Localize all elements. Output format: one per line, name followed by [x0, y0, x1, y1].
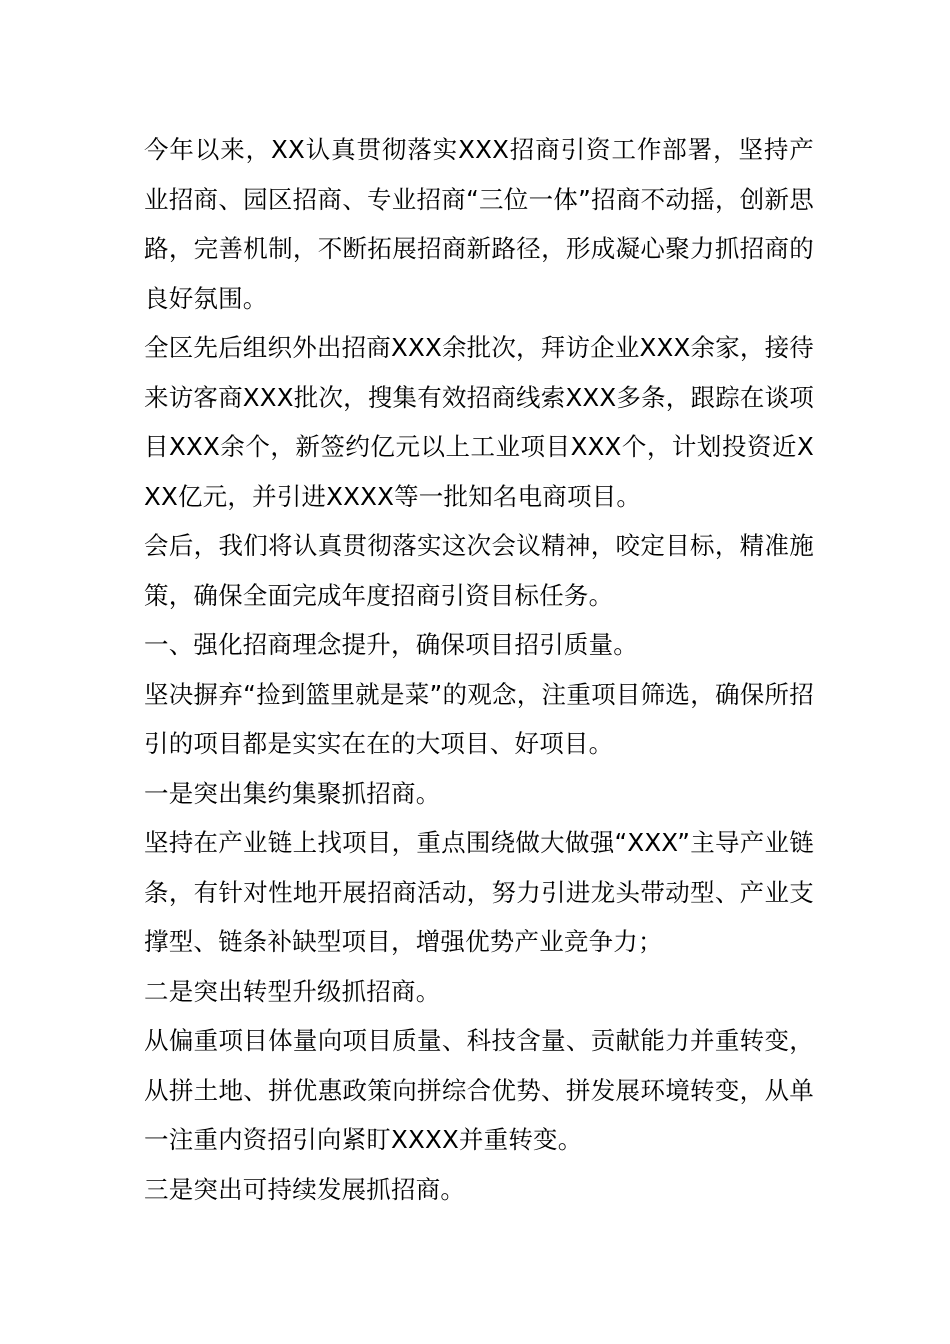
- section-heading-one: 一、强化招商理念提升，确保项目招引质量。: [144, 630, 638, 659]
- commitment-paragraph: 会后，我们将认真贯彻落实这次会议精神，咬定目标，精准施策，确保全面完成年度招商引资目标任务。: [144, 531, 814, 610]
- document-body: [144, 125, 814, 1214]
- section-one-summary: 坚决摒弃“捡到篮里就是菜”的观念，注重项目筛选，确保所招引的项目都是实实在在的大项目、好项目。: [144, 679, 814, 758]
- point-three-heading: 三是突出可持续发展抓招商。: [144, 1174, 466, 1204]
- point-two-heading: 二是突出转型升级抓招商。: [144, 976, 441, 1006]
- point-one-body: 坚持在产业链上找项目，重点围绕做大做强“XXX”主导产业链条，有针对性地开展招商活动，努力引进龙头带动型、产业支撑型、链条补缺型项目，增强优势产业竞争力；: [144, 828, 814, 956]
- point-two-body: 从偏重项目体量向项目质量、科技含量、贡献能力并重转变，从拼土地、拼优惠政策向拼综合优势、拼发展环境转变，从单一注重内资招引向紧盯XXXX并重转变。: [144, 1026, 814, 1154]
- statistics-paragraph: 全区先后组织外出招商XXX余批次，拜访企业XXX余家，接待来访客商XXX批次，搜集有效招商线索XXX多条，跟踪在谈项目XXX余个，新签约亿元以上工业项目XXX个，计划投资近XXX亿元，并引进XXXX等一批知名电商项目。: [144, 333, 815, 511]
- intro-paragraph: 今年以来，XX认真贯彻落实XXX招商引资工作部署，坚持产业招商、园区招商、专业招商“三位一体”招商不动摇，创新思路，完善机制，不断拓展招商新路径，形成凝心聚力抓招商的良好氛围。: [144, 135, 814, 313]
- point-one-heading: 一是突出集约集聚抓招商。: [144, 778, 441, 808]
